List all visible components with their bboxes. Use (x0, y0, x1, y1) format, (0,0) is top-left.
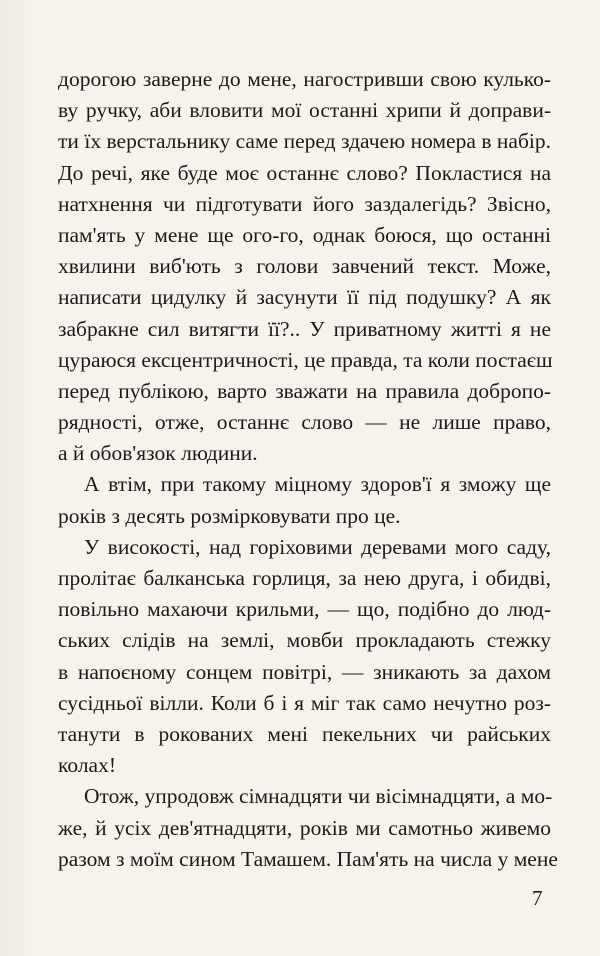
paragraph-2 (58, 469, 551, 531)
text-line: а й обов'язок людини. (58, 441, 258, 466)
text-line: дорогою заверне до мене, нагостривши свою кулько- (58, 67, 551, 91)
body-text (58, 64, 558, 875)
paragraph-4 (58, 781, 558, 875)
paragraph-3 (58, 532, 551, 782)
page-number: 7 (532, 886, 543, 910)
text-line: колах! (58, 753, 117, 778)
text-line: перед публікою, варто зважати на правила добропо- (58, 378, 551, 403)
text-line: сусідньої вілли. Коли б і я міг так само нечутно роз- (58, 690, 551, 715)
text-line: повільно махаючи крильми, — що, подібно до люд- (58, 597, 551, 622)
text-line: ти їх верстальнику саме перед здачею номера в набір. (58, 129, 551, 154)
text-line: пам'ять у мене ще ого-го, однак боюся, що останні (58, 222, 551, 247)
text-line: пролітає балканська горлиця, за нею друга, і обидві, (58, 566, 551, 590)
text-line: рядності, отже, останнє слово — не лише право, (58, 410, 551, 435)
text-line: ву ручку, аби вловити мої останні хрипи й доправи- (58, 98, 551, 123)
paragraph-1 (58, 64, 551, 469)
text-line: разом з моїм сином Тамашем. Пам'ять на числа у мене (58, 846, 558, 871)
text-line: Отож, упродовж сімнадцяти чи вісімнадцяти, а мо- (84, 784, 553, 809)
text-line: натхнення чи підготувати його заздалегідь? Звісно, (58, 191, 551, 216)
text-line: написати цидулку й засунути її під подушку? А як (58, 285, 551, 310)
text-line: До речі, яке буде моє останнє слово? Покластися на (58, 160, 551, 185)
text-line: цураюся ексцентричності, це правда, та коли постаєш (58, 347, 553, 372)
text-line: забракне сил витягти її?.. У приватному житті я не (58, 316, 551, 341)
text-line: ських слідів на землі, мовби прокладають стежку (58, 628, 551, 653)
text-line: У високості, над горіховими деревами мого саду, (84, 534, 551, 559)
text-line: танути в рокованих мені пекельних чи райських (58, 721, 551, 746)
text-line: хвилини виб'ють з голови завчений текст. Може, (58, 254, 551, 279)
text-line: років з десять розмірковувати про це. (58, 503, 401, 528)
text-line: А втім, при такому міцному здоров'ї я зможу ще (84, 472, 551, 497)
text-line: же, й усіх дев'ятнадцяти, років ми самотньо живемо (58, 815, 551, 840)
text-line: в напоєному сонцем повітрі, — зникають за дахом (58, 659, 551, 684)
